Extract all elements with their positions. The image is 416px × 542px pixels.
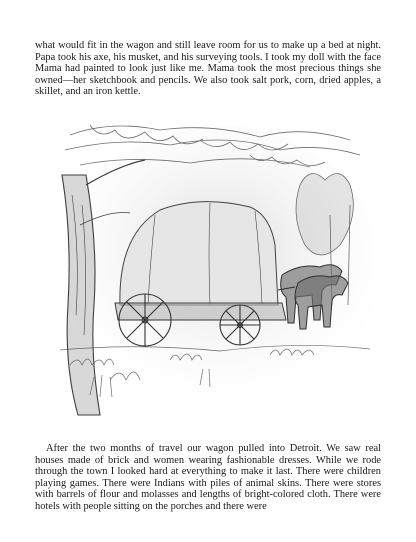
wagon-body [115, 303, 286, 320]
body-paragraph-top: what would fit in the wagon and still leave room for us to make up a bed at night. Papa took his axe, his musket, and his surveying tools. I took my doll with the face Mama had painted to look just like me. Mama took the most precious things she owned—her sketchbook and pencils. We also took salt pork, corn, dried apples, a skillet, and an iron kettle. [35, 40, 381, 98]
covered-wagon-illustration [50, 115, 375, 425]
body-paragraph-bottom: After the two months of travel our wagon pulled into Detroit. We saw real houses made of brick and women wearing fashionable dresses. While we rode through the town I looked hard at everything to make it last. There were children playing games. There were Indians with piles of animal skins. There were stores with barrels of flour and molasses and lengths of bright-colored cloth. There were hotels with people sitting on the porches and there were [35, 443, 381, 512]
